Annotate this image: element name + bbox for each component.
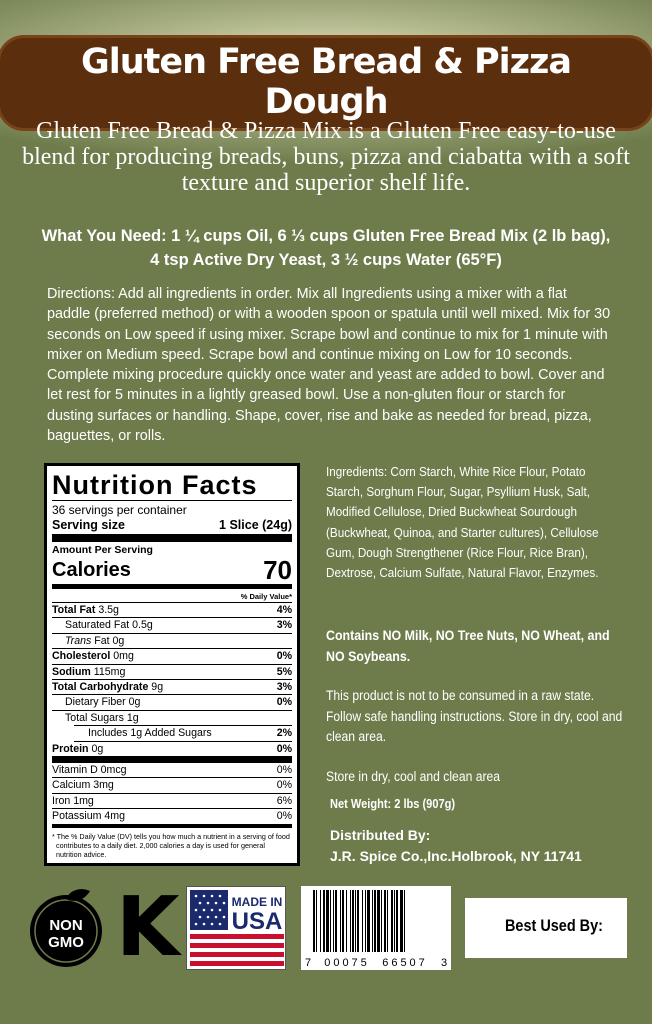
nutrient-pct: 4%: [276, 604, 292, 616]
nutrient-row-saturated-fat: [52, 618, 292, 633]
nutrient-row-carbohydrate: [52, 680, 292, 695]
nutrient-row-sodium: [52, 665, 292, 680]
nutrient-row-calcium: [52, 778, 292, 793]
non-gmo-top: NON: [49, 917, 83, 934]
nutrient-pct: 3%: [276, 681, 292, 694]
nutrient-pct: 0%: [276, 764, 292, 777]
nutrition-footnote: * The % Daily Value (DV) tells you how much a nutrient in a serving of food contributes to a daily diet. 2,000 calories a day is used for general nutrition advice.: [52, 831, 290, 859]
barcode-digits-left: 00075: [324, 957, 370, 969]
non-gmo-bottom: GMO: [48, 934, 84, 951]
intro-text: Gluten Free Bread & Pizza Mix is a Gluten Free easy-to-use blend for producing breads, buns, pizza and ciabatta with a soft texture and superior shelf life.: [22, 118, 630, 196]
barcode-digits-right: 66507: [382, 957, 428, 969]
nutrient-amount: 115mg: [93, 665, 126, 678]
nutrient-row-cholesterol: [52, 649, 292, 664]
nutrient-label: Vitamin D 0mcg: [52, 764, 127, 777]
non-gmo-logo: [26, 885, 116, 969]
distributor: [330, 825, 630, 867]
nutrient-pct: 0%: [276, 810, 292, 823]
nutrient-label: Total Fat: [52, 604, 96, 616]
nutrient-pct: 6%: [276, 794, 292, 807]
nutrient-pct: 0%: [276, 779, 292, 792]
serving-size-label: Serving size: [52, 518, 125, 532]
upc-barcode: [301, 886, 451, 970]
barcode-digit-1: 7: [305, 957, 312, 969]
distributed-by-label: Distributed By:: [330, 827, 431, 843]
nutrient-row-potassium: [52, 809, 292, 827]
nutrient-label: Total Carbohydrate: [52, 681, 149, 694]
nutrient-pct: 0%: [276, 696, 292, 709]
what-you-need-line1: What You Need: 1 ¼ cups Oil, 6 ⅓ cups Gluten Free Bread Mix (2 lb bag),: [41, 227, 611, 245]
nutrient-row-vitamin-d: [52, 763, 292, 778]
nutrient-label: Calcium 3mg: [52, 779, 114, 792]
nutrient-amount: 0g: [91, 742, 104, 755]
daily-value-header: % Daily Value*: [52, 589, 292, 603]
amount-per-serving: Amount Per Serving: [52, 544, 153, 556]
nutrient-amount: 3.5g: [98, 604, 119, 616]
nutrient-pct: 5%: [276, 665, 292, 678]
net-weight: Net Weight: 2 lbs (907g): [330, 796, 456, 811]
raw-warning: This product is not to be consumed in a raw state. Follow safe handling instructions. Store in dry, cool and clean area.: [326, 688, 623, 744]
title-banner: [0, 38, 652, 128]
barcode-digit-last: 3: [441, 957, 448, 969]
calories-label: Calories: [52, 559, 131, 581]
nutrient-label: Includes 1g Added Sugars: [88, 727, 212, 740]
nutrient-label: Iron 1mg: [52, 794, 94, 807]
servings-per-container: 36 servings per container: [52, 503, 187, 517]
serving-size-value: 1 Slice (24g): [219, 518, 292, 532]
nutrient-label: Total Sugars 1g: [65, 711, 139, 724]
serving-size-row: [52, 518, 292, 542]
nutrient-pct: 0%: [276, 742, 292, 755]
made-in-usa-logo: [186, 886, 286, 970]
nutrient-label: Fat 0g: [94, 634, 125, 647]
nutrient-amount: 0mg: [113, 650, 134, 663]
nutrition-title: Nutrition Facts: [52, 470, 292, 501]
nutrient-row-fiber: [52, 695, 292, 710]
nutrient-pct: 0%: [276, 650, 292, 663]
directions-text: Directions: Add all ingredients in order. Mix all Ingredients using a mixer with a flat paddle (preferred method) or with a wooden spoon or spatula until well mixed. Mix for 30 seconds on Low speed if using mixer. Scrape bowl and continue to mix for 1 minute with mixer on Medium speed. Scrape bowl and continue mixing on Low for 10 seconds. Complete mixing procedure quickly once water and yeast are added to bowl. Cover and let rest for 5 minutes in a lightly greased bowl. Use a non-gluten flour or starch for dusting surfaces or handling. Shape, cover, rise and bake as needed for bread, pizza, baguettes, or rolls.: [47, 286, 611, 445]
nutrient-label: Saturated Fat 0.5g: [65, 619, 153, 632]
ingredients-text: Ingredients: Corn Starch, White Rice Flour, Potato Starch, Sorghum Flour, Sugar, Psyllium Husk, Salt, Modified Cellulose, Dried Buckwheat Sourdough (Buckwheat, Quinoa, and Starter cultures), Cellulose Gum, Dough Strengthener (Rice Flour, Rice Bran), Dextrose, Calcium Sulfate, Natural Flavor, Enzymes.: [326, 464, 599, 581]
nutrient-row-sugars: [52, 711, 292, 725]
nutrient-row-iron: [52, 794, 292, 809]
what-you-need-line2: 4 tsp Active Dry Yeast, 3 ½ cups Water (65°F): [150, 251, 502, 269]
product-title: Gluten Free Bread & Pizza Dough: [0, 38, 652, 128]
nutrient-row-total-fat: [52, 603, 292, 618]
nutrient-pct: 3%: [276, 619, 292, 632]
nutrient-row-protein: [52, 742, 292, 763]
allergen-statement: Contains NO Milk, NO Tree Nuts, NO Wheat, and NO Soybeans.: [326, 628, 610, 664]
kosher-logo: K: [116, 880, 180, 975]
nutrient-label: Dietary Fiber 0g: [65, 696, 141, 709]
nutrient-label: Potassium 4mg: [52, 810, 126, 823]
best-used-by-box: [465, 898, 627, 958]
best-used-by-label: Best Used By:: [505, 916, 603, 935]
nutrition-facts-panel: [44, 463, 300, 866]
nutrient-amount: 9g: [151, 681, 164, 694]
calories-value: 70: [263, 555, 292, 585]
nutrient-row-added-sugars: [74, 725, 292, 741]
distributor-name: J.R. Spice Co.,Inc.Holbrook, NY 11741: [330, 848, 582, 864]
trans-label: Trans: [65, 634, 92, 647]
nutrient-row-trans-fat: [52, 634, 292, 649]
storage-text: Store in dry, cool and clean area: [326, 769, 501, 784]
calories-row: [52, 556, 292, 589]
nutrient-label: Cholesterol: [52, 650, 111, 663]
nutrient-label: Protein: [52, 742, 89, 755]
nutrient-label: Sodium: [52, 665, 91, 678]
nutrient-pct: 2%: [276, 727, 292, 740]
made-in-text: MADE IN: [231, 895, 283, 909]
usa-text: USA: [231, 908, 283, 935]
what-you-need: [20, 224, 632, 272]
